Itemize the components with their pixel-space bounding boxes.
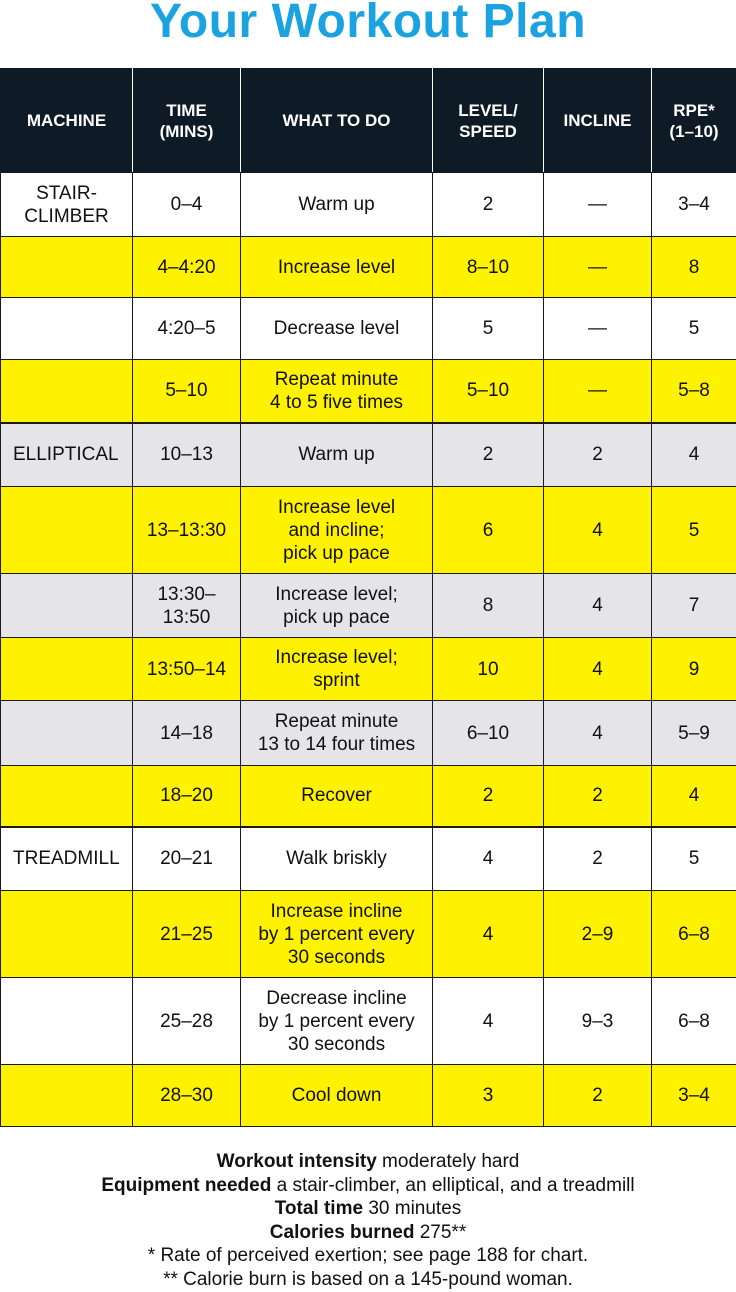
table-row [1,173,736,237]
intensity-value: moderately hard [382,1151,519,1172]
time-cell: 13:50–14 [133,638,241,701]
rpe-cell: 3–4 [652,1065,736,1127]
time-cell: 28–30 [133,1065,241,1127]
level-cell: 4 [433,978,544,1065]
equipment-value: a stair-climber, an elliptical, and a treadmill [277,1175,635,1196]
rpe-cell: 9 [652,638,736,701]
incline-cell: 2–9 [544,891,652,978]
incline-cell: 4 [544,574,652,638]
workout-table [0,68,736,1127]
what-cell: Warm up [241,173,433,237]
time-cell: 21–25 [133,891,241,978]
machine-cell [1,978,133,1065]
level-cell: 4 [433,891,544,978]
table-row [1,701,736,766]
time-cell: 10–13 [133,423,241,487]
level-cell: 8–10 [433,237,544,298]
time-cell: 13–13:30 [133,487,241,574]
incline-cell: — [544,237,652,298]
footer-notes [0,1150,736,1292]
table-row [1,574,736,638]
table-row [1,978,736,1065]
calories-label: Calories burned [270,1222,415,1243]
incline-cell: 4 [544,701,652,766]
level-cell: 2 [433,173,544,237]
time-cell: 18–20 [133,766,241,827]
incline-cell: 2 [544,766,652,827]
header-machine: MACHINE [1,69,133,173]
what-cell: Recover [241,766,433,827]
incline-cell: — [544,360,652,423]
level-cell: 2 [433,766,544,827]
machine-cell: ELLIPTICAL [1,423,133,487]
table-row [1,1065,736,1127]
time-cell: 4:20–5 [133,298,241,360]
time-cell: 0–4 [133,173,241,237]
header-what: WHAT TO DO [241,69,433,173]
machine-cell [1,638,133,701]
time-cell: 14–18 [133,701,241,766]
rpe-cell: 6–8 [652,891,736,978]
machine-cell [1,487,133,574]
table-row [1,766,736,827]
what-cell: Increase incline by 1 percent every 30 seconds [241,891,433,978]
rpe-cell: 6–8 [652,978,736,1065]
what-cell: Increase level and incline; pick up pace [241,487,433,574]
machine-cell [1,891,133,978]
machine-cell [1,1065,133,1127]
what-cell: Decrease level [241,298,433,360]
rpe-cell: 5–9 [652,701,736,766]
time-label: Total time [275,1198,363,1219]
table-row [1,298,736,360]
table-row [1,638,736,701]
what-cell: Decrease incline by 1 percent every 30 seconds [241,978,433,1065]
machine-cell [1,360,133,423]
incline-cell: — [544,173,652,237]
machine-cell [1,237,133,298]
rpe-cell: 7 [652,574,736,638]
machine-cell [1,298,133,360]
page-title: Your Workout Plan [0,0,736,64]
calorie-note: ** Calorie burn is based on a 145-pound woman. [0,1268,736,1292]
level-cell: 3 [433,1065,544,1127]
what-cell: Increase level; pick up pace [241,574,433,638]
rpe-cell: 8 [652,237,736,298]
equipment-line [0,1174,736,1198]
level-cell: 10 [433,638,544,701]
time-cell: 25–28 [133,978,241,1065]
incline-cell: 9–3 [544,978,652,1065]
level-cell: 5 [433,298,544,360]
incline-cell: 2 [544,1065,652,1127]
what-cell: Increase level; sprint [241,638,433,701]
time-cell: 5–10 [133,360,241,423]
incline-cell: 2 [544,827,652,891]
calories-line [0,1221,736,1245]
machine-cell: STAIR- CLIMBER [1,173,133,237]
incline-cell: — [544,298,652,360]
what-cell: Repeat minute 13 to 14 four times [241,701,433,766]
machine-cell [1,574,133,638]
calories-value: 275** [420,1222,467,1243]
incline-cell: 4 [544,638,652,701]
header-row [1,69,736,173]
rpe-cell: 5 [652,298,736,360]
level-cell: 4 [433,827,544,891]
time-cell: 20–21 [133,827,241,891]
what-cell: Walk briskly [241,827,433,891]
rpe-cell: 4 [652,423,736,487]
equipment-label: Equipment needed [101,1175,271,1196]
rpe-note: * Rate of perceived exertion; see page 188 for chart. [0,1244,736,1268]
table-row [1,487,736,574]
table-row [1,360,736,423]
level-cell: 6–10 [433,701,544,766]
level-cell: 8 [433,574,544,638]
header-level: LEVEL/ SPEED [433,69,544,173]
machine-cell [1,766,133,827]
header-rpe: RPE* (1–10) [652,69,736,173]
incline-cell: 4 [544,487,652,574]
table-row [1,827,736,891]
level-cell: 5–10 [433,360,544,423]
table-row [1,237,736,298]
rpe-cell: 5–8 [652,360,736,423]
level-cell: 2 [433,423,544,487]
rpe-cell: 4 [652,766,736,827]
what-cell: Repeat minute 4 to 5 five times [241,360,433,423]
incline-cell: 2 [544,423,652,487]
table-row [1,423,736,487]
level-cell: 6 [433,487,544,574]
intensity-line [0,1150,736,1174]
intensity-label: Workout intensity [217,1151,377,1172]
rpe-cell: 5 [652,487,736,574]
what-cell: Warm up [241,423,433,487]
time-value: 30 minutes [368,1198,461,1219]
rpe-cell: 5 [652,827,736,891]
time-cell: 4–4:20 [133,237,241,298]
header-incline: INCLINE [544,69,652,173]
rpe-cell: 3–4 [652,173,736,237]
what-cell: Cool down [241,1065,433,1127]
time-cell: 13:30– 13:50 [133,574,241,638]
time-line [0,1197,736,1221]
machine-cell [1,701,133,766]
table-row [1,891,736,978]
machine-cell: TREADMILL [1,827,133,891]
what-cell: Increase level [241,237,433,298]
header-time: TIME (MINS) [133,69,241,173]
